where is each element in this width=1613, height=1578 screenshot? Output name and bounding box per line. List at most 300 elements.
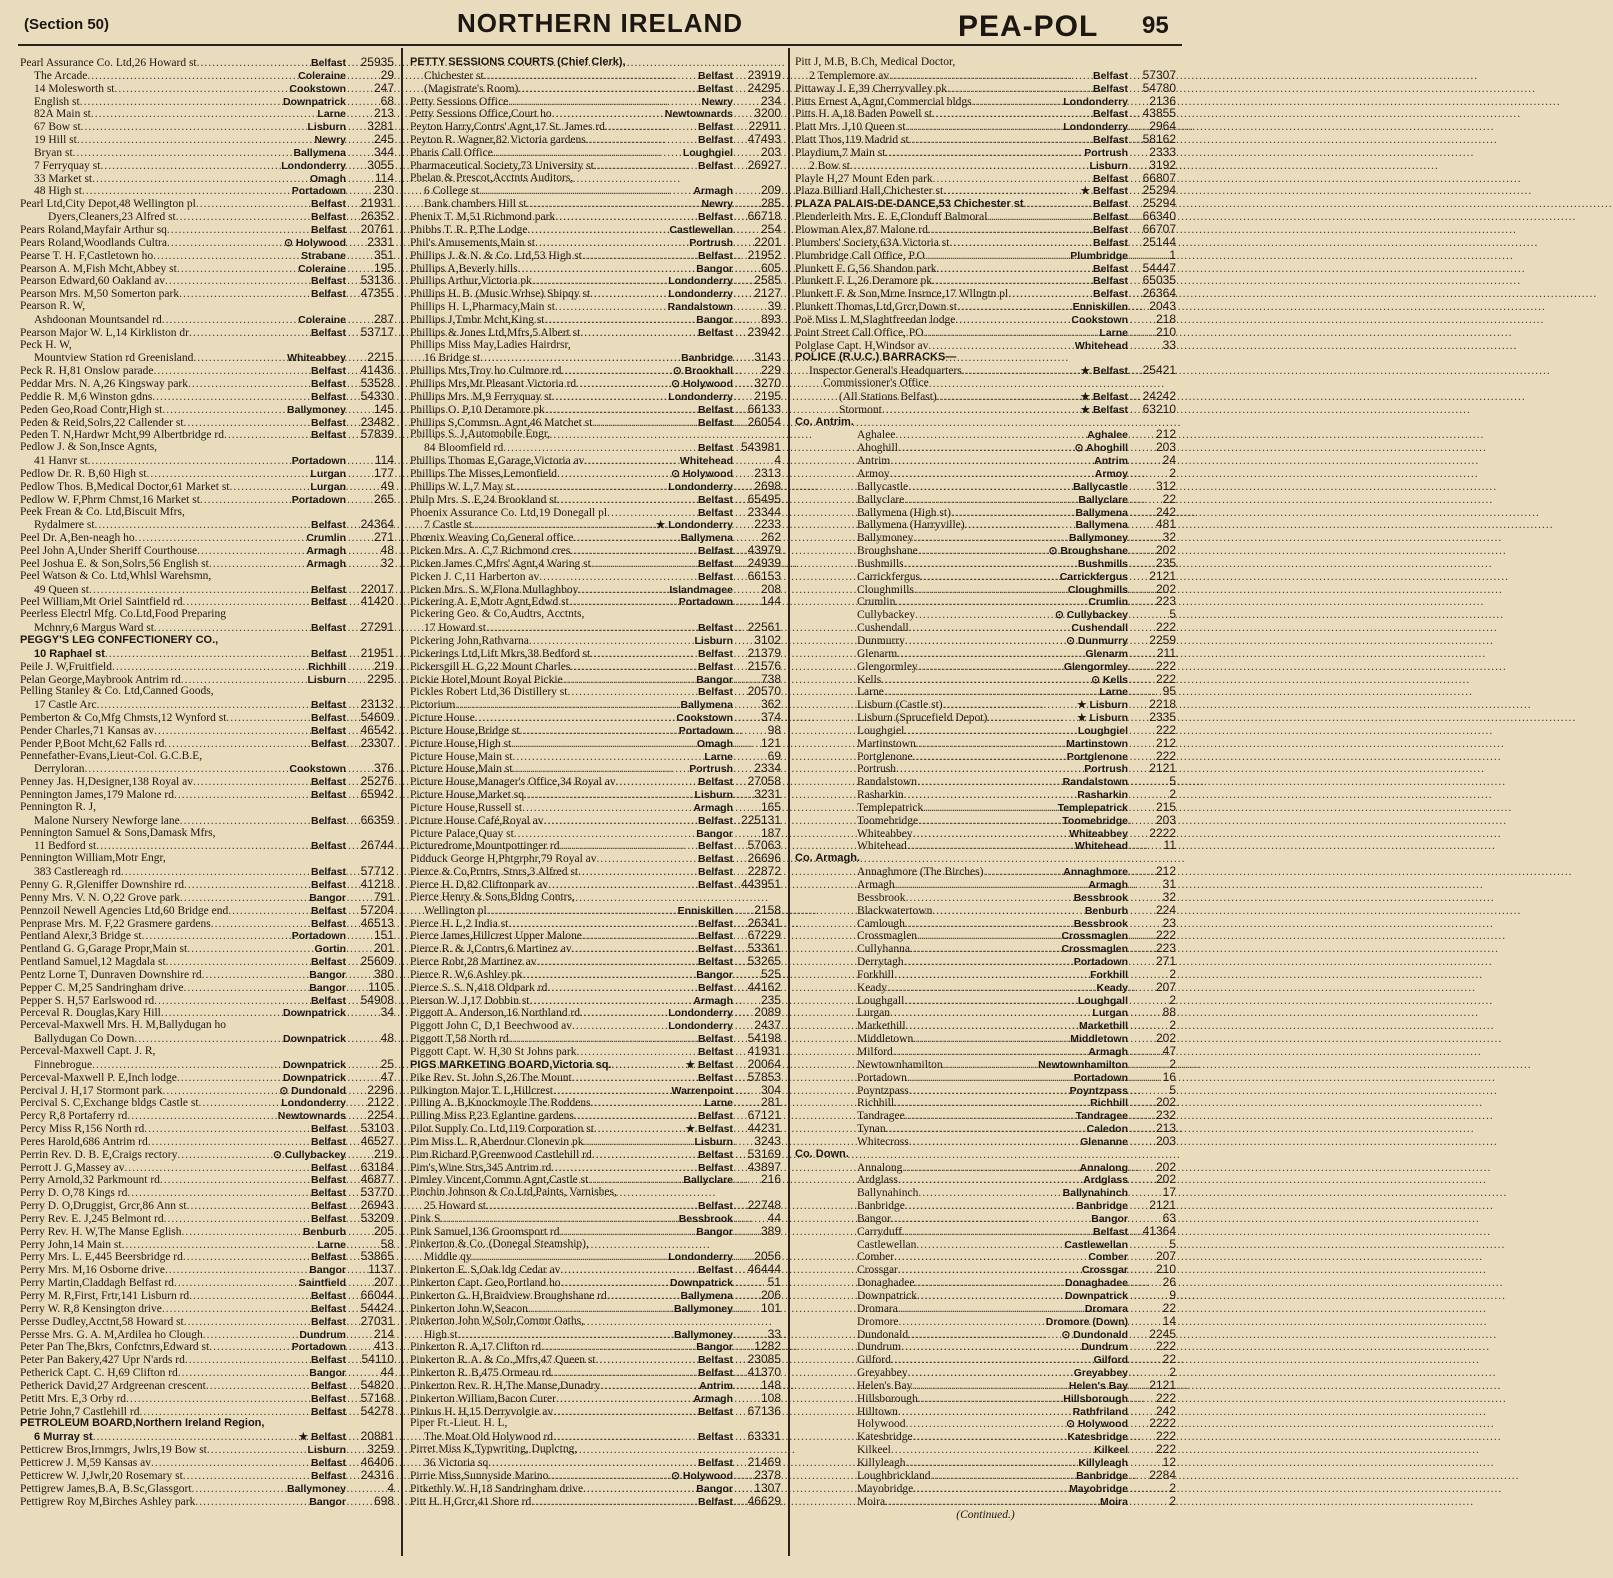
phone-number: 20881: [360, 1429, 394, 1444]
leader-dots: [455, 699, 679, 712]
listing-name: Pink S: [410, 1212, 441, 1225]
exchange-name: Belfast: [697, 814, 733, 827]
leader-dots: [1024, 198, 1092, 211]
phone-number: 63: [1162, 1210, 1176, 1225]
phone-number: 65942: [360, 787, 394, 802]
phone-number: 2218: [1149, 697, 1176, 712]
phone-number: 245: [373, 132, 394, 147]
exchange-name: Portrush: [1084, 763, 1128, 776]
leader-dots: [522, 802, 692, 815]
listing-name: Middletown: [857, 1033, 914, 1046]
phone-number: 22872: [747, 864, 781, 879]
phone-number: 222: [1155, 658, 1176, 673]
listing-name: Pears Roland,Woodlands Cultra: [20, 236, 167, 249]
listing-name: Hillsborough: [857, 1392, 918, 1405]
leader-dots: [472, 1251, 668, 1264]
phone-number: 48: [380, 1031, 394, 1046]
listing-name: The Moat Old Holywood rd: [424, 1431, 554, 1444]
leader-dots: [226, 712, 310, 725]
phone-number: 23942: [747, 324, 781, 339]
exchange-name: Loughgiel: [682, 146, 733, 159]
exchange-name: Richhill: [1090, 1097, 1128, 1110]
listing-name: Pemberton & Co,Mfg Chmsts,12 Wynford st: [20, 712, 227, 725]
leader-dots: [962, 365, 1080, 378]
phone-number: 210: [1155, 324, 1176, 339]
listing-row: [795, 1289, 1176, 1302]
phone-number: 235: [760, 992, 781, 1007]
phone-number: 44231: [747, 1121, 781, 1136]
leader-dots: [917, 1290, 1064, 1303]
listing-name: Peden Geo,Road Contr,High st: [20, 403, 163, 416]
listing-name: Phillips Arthur,Victoria pk: [410, 275, 532, 288]
listing-name: Downpatrick: [857, 1290, 918, 1302]
exchange-name: Ballymena: [293, 146, 346, 159]
exchange-name: Bangor: [696, 827, 733, 840]
leader-dots: [88, 455, 291, 468]
phone-number: 21952: [747, 247, 781, 262]
listing-name: Peddar Mrs. N. A,26 Kingsway park: [20, 378, 189, 391]
listing-row: [20, 647, 394, 660]
listing-row: [410, 788, 781, 801]
listing-name: Pickerings Ltd,Lift Mkrs,38 Bedford st: [410, 647, 591, 660]
listing-name: Pender P,Boot Mcht,62 Falls rd: [20, 737, 165, 750]
leader-dots: [112, 661, 307, 674]
listing-name: Whitehead: [857, 840, 907, 853]
leader-dots: [904, 725, 1077, 738]
phone-number: 22561: [747, 620, 781, 635]
leader-dots: [91, 108, 317, 121]
exchange-name: ⊙ Ahoghill: [1074, 442, 1128, 455]
listing-row: [410, 1199, 781, 1212]
listing-row: [20, 865, 394, 878]
listing-name: Markethill: [857, 1020, 906, 1033]
listing-row: [795, 300, 1176, 313]
leader-dots: [591, 1097, 704, 1110]
phone-number: 67121: [747, 1108, 781, 1123]
phone-number: 2378: [754, 1467, 781, 1482]
directory-column-2: [410, 56, 781, 1507]
listing-name: Pink Samuel,136 Groomsport rd: [410, 1225, 560, 1238]
listing-name: Glenarm: [857, 647, 898, 660]
exchange-name: ⊙ Holywood: [671, 1469, 733, 1482]
listing-name: Penny Mrs. V. N. O,22 Grove park: [20, 891, 180, 904]
listing-row: [20, 1469, 394, 1482]
phone-number: 26341: [747, 915, 781, 930]
listing-name: Katesbridge: [857, 1431, 913, 1444]
exchange-name: Belfast: [697, 1045, 733, 1058]
listing-name: Dundrum: [857, 1341, 902, 1354]
listing-name: Glengormley: [857, 660, 918, 673]
listing-name: Kells: [857, 673, 882, 686]
phone-number: 312: [1155, 478, 1176, 493]
listing-name: Pierce Robt,28 Martinez av: [410, 956, 537, 969]
leader-dots: [165, 1264, 308, 1277]
listing-name: Perrott J. G,Massey av: [20, 1161, 125, 1174]
exchange-name: Ballymoney: [674, 1302, 733, 1315]
exchange-name: Cloughmills: [1067, 583, 1128, 596]
listing-row: [410, 82, 781, 95]
listing-name: Tynan: [857, 1123, 886, 1136]
listing-row: [795, 1495, 1176, 1508]
exchange-name: Downpatrick: [1064, 1290, 1128, 1302]
listing-name: Pears Roland,Mayfair Arthur sq: [20, 223, 167, 236]
listing-row: [20, 1366, 394, 1379]
listing-name: Phœnix Weaving Co,General office: [410, 532, 574, 545]
phone-number: 224: [1155, 902, 1176, 917]
leader-dots: [890, 1007, 1091, 1020]
exchange-name: Larne: [317, 1238, 346, 1251]
phone-number: 2254: [367, 1108, 394, 1123]
leader-dots: [224, 429, 310, 442]
exchange-name: Larne: [704, 1097, 733, 1110]
listing-row: [795, 1417, 1176, 1430]
leader-dots: [135, 532, 306, 545]
phone-number: 48: [380, 543, 394, 558]
leader-dots: [891, 1354, 1093, 1367]
leader-dots: [573, 532, 679, 545]
exchange-name: Banbridge: [1076, 1200, 1128, 1213]
listing-row: [795, 506, 1176, 519]
listing-row: [410, 544, 781, 557]
listing-name: Pennington James,179 Malone rd: [20, 789, 174, 802]
listing-name: Pilkington Major T. L,Hillcrest: [410, 1084, 553, 1097]
listing-name: Picture House: [410, 712, 475, 725]
exchange-name: Portadown: [1073, 956, 1128, 969]
phone-number: 195: [373, 260, 394, 275]
leader-dots: [185, 1354, 310, 1367]
listing-name: Petherick David,27 Ardgreenan crescent: [20, 1379, 206, 1392]
phone-number: 271: [373, 530, 394, 545]
listing-row: [20, 595, 394, 608]
exchange-name: Belfast: [697, 1495, 733, 1508]
phone-number: 3055: [367, 157, 394, 172]
listing-row: [410, 917, 781, 930]
leader-dots: [574, 1110, 697, 1123]
exchange-name: Belfast: [310, 622, 346, 635]
listing-row: [410, 210, 781, 223]
leader-dots: [162, 1085, 278, 1098]
leader-dots: [547, 982, 697, 995]
listing-row: [410, 107, 781, 120]
listing-row: [410, 1006, 781, 1019]
phone-number: 2333: [1149, 144, 1176, 159]
listing-name: Cushendall: [857, 622, 909, 635]
phone-number: 41420: [360, 594, 394, 609]
leader-dots: [545, 404, 697, 417]
phone-number: 213: [1155, 1121, 1176, 1136]
phone-number: 2158: [754, 902, 781, 917]
listing-row: [20, 1456, 394, 1469]
phone-number: 223: [1155, 594, 1176, 609]
exchange-name: Ardglass: [1083, 1174, 1128, 1187]
leader-dots: [555, 211, 697, 224]
exchange-name: Belfast: [697, 622, 733, 635]
phone-number: 11: [1163, 838, 1176, 853]
leader-dots: [913, 751, 1066, 764]
leader-dots: [918, 815, 1061, 828]
listing-row: [20, 428, 394, 441]
leader-dots: [493, 147, 682, 160]
listing-row: [795, 403, 1176, 416]
county-name: Co. Armagh.: [795, 852, 860, 865]
listing-name: Perry D. O,78 Kings rd: [20, 1187, 128, 1200]
exchange-name: Armagh: [306, 557, 346, 570]
exchange-name: Belfast: [310, 583, 346, 596]
exchange-name: Whiteabbey: [287, 352, 346, 365]
listing-name: Peres Harold,686 Antrim rd: [20, 1135, 148, 1148]
leader-dots: [594, 160, 697, 173]
listing-name: Portrush: [857, 763, 896, 776]
exchange-name: Belfast: [310, 737, 346, 750]
exchange-name: Bangor: [696, 313, 733, 326]
listing-row: [410, 608, 781, 621]
leader-dots: [73, 147, 293, 160]
listing-name: Phillips Mrs. M,9 Ferryquay st: [410, 390, 552, 403]
leader-dots: [206, 1380, 310, 1393]
exchange-name: ⊙ Dundonald: [279, 1084, 346, 1097]
phone-number: 20570: [747, 684, 781, 699]
leader-dots: [80, 96, 282, 109]
listing-row: [795, 531, 1176, 544]
exchange-name: Londonderry: [1063, 121, 1128, 134]
exchange-name: Belfast: [310, 519, 346, 532]
phone-number: 98: [767, 722, 781, 737]
exchange-name: Belfast: [1092, 236, 1128, 249]
exchange-name: Belfast: [310, 994, 346, 1007]
phone-number: 66707: [1142, 221, 1176, 236]
listing-name: 33 Market st: [34, 172, 93, 185]
listing-row: [410, 390, 781, 403]
listing-row: [795, 570, 1176, 583]
leader-dots: [176, 211, 310, 224]
listing-name: Phillips Mrs,Troy ho Culmore rd: [410, 365, 562, 378]
leader-dots: [93, 1431, 298, 1444]
listing-row: [410, 1443, 781, 1456]
listing-row: [410, 994, 781, 1007]
phone-number: 232: [1155, 1108, 1176, 1123]
phone-number: 20064: [747, 1056, 781, 1071]
listing-name: Ashdoonan Mountsandel rd: [34, 313, 162, 326]
leader-dots: [899, 1316, 1045, 1329]
listing-row: [795, 1096, 1176, 1109]
exchange-name: Katesbridge: [1067, 1431, 1128, 1444]
phone-number: 53361: [747, 941, 781, 956]
listing-name: Crumlin: [857, 596, 896, 609]
phone-number: 46629: [747, 1493, 781, 1508]
phone-number: 20761: [360, 221, 394, 236]
listing-row: [795, 1019, 1176, 1032]
listing-row: [795, 673, 1176, 686]
listing-name: Penney Jas. H,Designer,138 Royal av: [20, 776, 193, 789]
listing-name: Plunkett F. G,56 Shandon park: [795, 262, 937, 275]
listing-row: [795, 827, 1176, 840]
listing-name: Polglase Capt. H,Windsor av: [795, 339, 929, 352]
exchange-name: Ballyclare: [1078, 493, 1128, 506]
phone-number: 212: [1155, 864, 1176, 879]
listing-row: [20, 1482, 394, 1495]
listing-row: [795, 1353, 1176, 1366]
listing-name: Dunmurry: [857, 634, 905, 647]
listing-row: [795, 917, 1176, 930]
exchange-name: Belfast: [310, 699, 346, 712]
leader-dots: [228, 905, 310, 918]
exchange-name: Portadown: [291, 455, 346, 468]
listing-row: [795, 955, 1176, 968]
exchange-name: Lisburn: [694, 1135, 733, 1148]
exchange-name: Belfast: [310, 211, 346, 224]
exchange-name: Belfast: [1092, 1225, 1128, 1238]
listing-row: [795, 583, 1176, 596]
exchange-name: Coleraine: [298, 69, 346, 82]
listing-name: 41 Hanvr st: [34, 455, 88, 468]
listing-row: [795, 441, 1176, 454]
listing-row: [795, 159, 1176, 172]
exchange-name: Belfast: [1092, 134, 1128, 147]
phone-number: 12: [1162, 1454, 1176, 1469]
phone-number: 54278: [360, 1403, 394, 1418]
listing-name: Annalong: [857, 1161, 903, 1174]
listing-name: Pinchin Johnson & Co.Ltd,Paints, Varnishes,: [410, 1186, 617, 1199]
exchange-name: Lisburn: [307, 673, 346, 686]
exchange-name: Downpatrick: [282, 1071, 346, 1084]
listing-row: [410, 1379, 781, 1392]
phone-number: 3102: [754, 632, 781, 647]
listing-row: [795, 775, 1176, 788]
exchange-name: Downpatrick: [282, 1058, 346, 1071]
listing-name: Pennington William,Motr Engr,: [20, 852, 166, 865]
phone-number: 57307: [1142, 67, 1176, 82]
listing-row: [410, 172, 781, 185]
listing-name: Perry D. O,Druggist, Grcr,86 Ann st: [20, 1200, 187, 1213]
phone-number: 144: [760, 594, 781, 609]
leader-dots: [124, 1162, 310, 1175]
exchange-name: Dromore (Down): [1045, 1315, 1128, 1328]
listing-row: [795, 865, 1176, 878]
exchange-name: Antrim: [1094, 455, 1128, 468]
exchange-name: Belfast: [697, 1367, 733, 1380]
listing-row: [410, 1495, 781, 1508]
listing-row: [20, 480, 394, 493]
leader-dots: [527, 224, 668, 237]
listing-row: [795, 133, 1176, 146]
listing-name: Petticrew Bros,Irnmgrs, Jwlrs,19 Bow st: [20, 1444, 207, 1457]
leader-dots: [199, 1097, 281, 1110]
leader-dots: [905, 1200, 1075, 1213]
phone-number: 214: [373, 1326, 394, 1341]
phone-number: 3281: [367, 119, 394, 134]
leader-dots: [196, 198, 310, 211]
leader-dots: [1008, 288, 1092, 301]
leader-dots: [918, 545, 1048, 558]
leader-dots: [530, 995, 693, 1008]
listing-row: [410, 1032, 781, 1045]
listing-name: Pitts Ernest A,Agnt,Commercial bldgs: [795, 95, 972, 108]
listing-row: [795, 1186, 1176, 1199]
leader-dots: [142, 930, 291, 943]
directory-column-3: [795, 56, 1176, 1522]
leader-dots: [909, 1085, 1069, 1098]
exchange-name: Ballymena: [680, 532, 733, 545]
listing-row: [795, 249, 1176, 262]
phone-number: 24: [1162, 453, 1176, 468]
exchange-name: Gilford: [1093, 1354, 1128, 1367]
phone-number: 738: [760, 671, 781, 686]
exchange-name: Belfast: [310, 724, 346, 737]
leader-dots: [532, 275, 667, 288]
exchange-name: Portglenone: [1066, 750, 1128, 763]
listing-row: [410, 133, 781, 146]
listing-name: Pinkerton E. S,Oak ldg Cedar av: [410, 1264, 561, 1277]
exchange-name: Bangor: [696, 673, 733, 686]
leader-dots: [148, 1136, 310, 1149]
phone-number: 114: [374, 170, 394, 185]
exchange-name: Ballymena: [680, 1290, 733, 1302]
listing-name: Pierce Henry & Sons,Bldng Contrs,: [410, 890, 575, 903]
exchange-name: Belfast: [697, 82, 733, 95]
listing-row: [795, 634, 1176, 647]
exchange-name: Portadown: [291, 930, 346, 943]
listing-row: [410, 762, 781, 775]
listing-row: [795, 685, 1176, 698]
listing-name: Greyabbey: [857, 1367, 908, 1380]
listing-name: Pickie Hotel,Mount Royal Pickie: [410, 673, 563, 686]
listing-name: Killyleagh: [857, 1456, 906, 1469]
listing-row: [795, 1443, 1176, 1456]
phone-number: 2121: [1149, 568, 1176, 583]
exchange-name: Richhill: [308, 660, 346, 673]
leader-dots: [559, 840, 697, 853]
listing-name: PETTY SESSIONS COURTS (Chief Clerk),: [410, 56, 626, 68]
leader-dots: [203, 1329, 299, 1342]
phone-number: 58162: [1142, 132, 1176, 147]
phone-number: 47493: [747, 132, 781, 147]
listing-row: [20, 1276, 394, 1289]
listing-name: Poyntzpass: [857, 1084, 909, 1097]
phone-number: 525: [760, 966, 781, 981]
leader-dots: [906, 1457, 1078, 1470]
exchange-name: Kilkeel: [1094, 1444, 1128, 1457]
leader-dots: [583, 1483, 695, 1496]
leader-dots: [544, 815, 697, 828]
exchange-name: Belfast: [310, 275, 346, 288]
exchange-name: Rathfriland: [1072, 1405, 1128, 1418]
leader-dots: [937, 391, 1080, 404]
phone-number: 229: [760, 363, 781, 378]
phone-number: 53770: [360, 1185, 394, 1200]
phone-number: 3270: [754, 376, 781, 391]
phone-number: 66153: [747, 568, 781, 583]
leader-dots: [480, 352, 680, 365]
leader-dots: [166, 956, 310, 969]
listing-name: Donaghadee: [857, 1277, 915, 1290]
phone-number: 212: [1155, 427, 1176, 442]
listing-name: Pentland G. G,Garage Propr,Main st: [20, 943, 188, 956]
leader-dots: [580, 1007, 667, 1020]
phone-number: 26054: [747, 414, 781, 429]
listing-name: Bushmills: [857, 557, 904, 570]
listing-name: Piggott Capt. W. H,30 St Johns park: [410, 1045, 577, 1058]
leader-dots: [930, 1470, 1075, 1483]
exchange-name: Belfast: [697, 660, 733, 673]
leader-dots: [885, 1496, 1099, 1509]
listing-row: [20, 467, 394, 480]
leader-dots: [904, 558, 1077, 571]
listing-row: [410, 1328, 781, 1341]
leader-dots: [572, 943, 697, 956]
listing-name: Phillips & Jones Ltd,Mfrs,5 Albert st: [410, 326, 581, 339]
exchange-name: Belfast: [310, 879, 346, 891]
leader-dots: [82, 185, 291, 198]
